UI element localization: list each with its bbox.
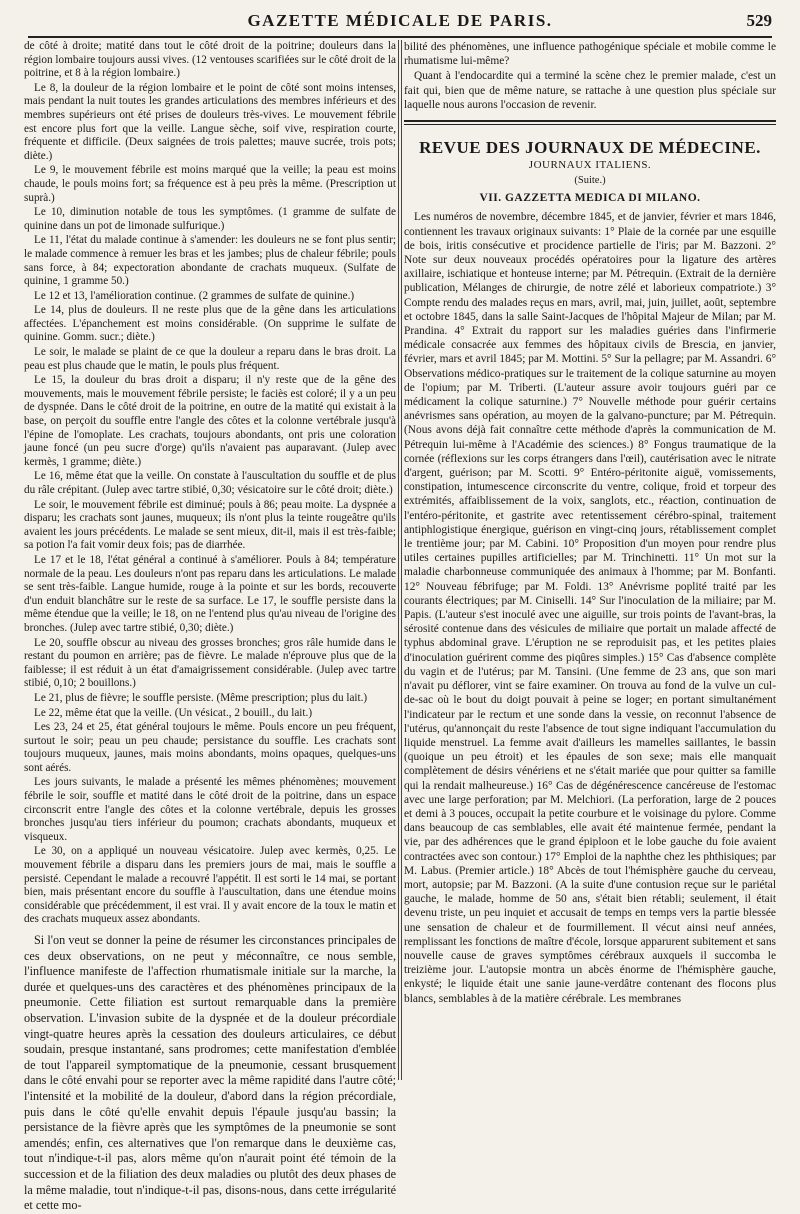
paragraph: Le soir, le mouvement fébrile est diminué; pouls à 86; peau moite. La dyspnée a disparu; les crachats sont jaunes, muqueux; ils n'ont plus la teinte rougeâtre qu'ils avaient les jours précédents. Le malade se sent mieux, dit-il, mais il est très-faible; sa potion l'a fait vomir deux fois; pas de diarrhée. <box>24 498 396 552</box>
paragraph: Le 9, le mouvement fébrile est moins marqué que la veille; la peau est moins chaude, le pouls moins fort; sa fréquence est à peu près la même. (Prescription ut suprà.) <box>24 164 396 204</box>
section-title: REVUE DES JOURNAUX DE MÉDECINE. <box>419 138 761 158</box>
column-divider <box>398 40 399 1080</box>
paragraph: Le 15, la douleur du bras droit a disparu; il n'y reste que de la gêne des mouvements, mais le mouvement fébrile persiste; le faciès est coloré; il y a un peu de dyspnée. Dans le côté droit de la poitrine, en outre de la matité qui existait à la base, on perçoit du souffle entre l'angle des côtes et la colonne vertébrale jusqu'à l'épine de l'omoplate. Les crachats, toujours abondants, ont pris une coloration jaune foncé (un peu sucre d'orge) qu'ils n'avaient pas auparavant. (Julep avec kermès, 1 gramme; diète.) <box>24 374 396 468</box>
section-rule-thick <box>404 120 776 122</box>
paragraph: Le soir, le malade se plaint de ce que la douleur a reparu dans le bras droit. La peau est plus chaude que le matin, le pouls plus fréquent. <box>24 346 396 372</box>
page-number: 529 <box>746 11 772 30</box>
journal-heading: VII. GAZZETTA MEDICA DI MILANO. <box>479 191 701 204</box>
paragraph: Le 30, on a appliqué un nouveau vésicatoire. Julep avec kermès, 0,25. Le mouvement fébrile a disparu dans les premiers jours de mai, mais le souffle a persisté. Cependant le malade a recouvré l'appétit. Il est sorti le 14 mai, se portant bien, mais présentant encore du souffle à l'auscultation, dans une étendue moins considérable que précédemment, il est vrai. Il y avait encore de la toux le matin et des crachats muqueux assez abondants. <box>24 845 396 926</box>
section-subtitle: JOURNAUX ITALIENS. <box>528 158 652 171</box>
right-column <box>404 40 776 1080</box>
paragraph: Le 11, l'état du malade continue à s'amender: les douleurs ne se font plus sentir; le malade commence à remuer les bras et les jambes; plus de chaleur fébrile; pouls sans force, à 84; expectoration abondante de crachats muqueux. (Sulfate de quinine, 1 gramme 50.) <box>24 234 396 288</box>
left-column <box>24 40 396 1213</box>
commentary-paragraph: Si l'on veut se donner la peine de résumer les circonstances principales de ces deux observations, on ne peut y méconnaître, ce nous semble, l'influence manifeste de l'affection rhumatismale initiale sur la marche, la durée et quelques-uns des caractères et des phénomènes principaux de la pneumonie. Cette filiation est surtout remarquable dans la première observation. L'invasion subite de la dyspnée et de la douleur précordiale vingt-quatre heures après la cessation des douleurs articulaires, ce début soudain, presque instantané, sans prodromes; cette manifestation d'emblée de tout l'appareil symptomatique de la pneumonie, cessant brusquement dans le côté envahi pour se reporter avec la même rapidité dans l'autre côté; l'intensité et la mobilité de la douleur, d'abord dans la région précordiale, puis dans le côté qu'elle envahit depuis l'épaule jusqu'au bassin; la persistance de la fièvre après que les symptômes de la pneumonie se sont amendés; enfin, ces alternatives que l'on remarque dans le deuxième cas, tout n'indique-t-il pas, alors même qu'on n'aurait point été témoin de la succession et de la filiation des deux maladies ou plutôt des deux phases de la même maladie, tout n'indique-t-il pas, disons-nous, dans cette irrégularité et cette mo- <box>24 933 396 1213</box>
paragraph: Le 12 et 13, l'amélioration continue. (2 grammes de sulfate de quinine.) <box>34 289 355 302</box>
paragraph: Le 8, la douleur de la région lombaire et le point de côté sont moins intenses, mais pendant la nuit toutes les grandes articulations des membres inférieurs et des membres supérieurs ont été prises de douleurs très-vives. Le mouvement fébrile est encore plus fort que la veille. Langue sèche, soif vive, respiration courte, fréquente et difficile. (Deux saignées de trois palettes; mauve sucrée, trois pots; diète.) <box>24 81 396 162</box>
section-rule-thin <box>404 124 776 125</box>
paragraph: de côté à droite; matité dans tout le côté droit de la poitrine; douleurs dans la région lombaire toujours aussi vives. (12 ventouses scarifiées sur le côté droit de la poitrine, et 8 à la région lombaire.) <box>24 40 396 80</box>
paragraph: Les numéros de novembre, décembre 1845, et de janvier, février et mars 1846, contiennent les travaux originaux suivants: 1° Plaie de la cornée par une esquille de bois, iritis consécutive et procidence partielle de l'iris; par M. Bazzoni. 2° Note sur deux nouveaux procédés opératoires pour la ligature des artères axillaire, ischiatique et honteuse interne; par M. Pétrequin. (Extrait de la dernière publication, Mélanges de chirurgie, de notre zélé et laborieux compatriote.) 3° Compte rendu des malades reçus en mars, avril, mai, juin, juillet, août, septembre et octobre 1845, dans la salle Saint-Jacques de l'hôpital Majeur de Milan; par M. Prandina. 4° Extrait du rapport sur les maladies guéries dans l'infirmerie médicale consacrée aux femmes des hôpitaux civils de Brescia, en janvier, février, mars et avril 1845; par M. Mottini. 5° Sur la pellagre; par M. Assandri. 6° Observations médico-pratiques sur le traitement de la colique saturnine au moyen de l'opium; par M. Triberti. (L'auteur assure avoir toujours guéri par ce médicament la colique saturnine.) 7° Nouvelle méthode pour guérir certains anévrismes sans opération, au moyen de la galvano-puncture; par M. Pétrequin. (Nous avons déjà fait connaître cette méthode d'après la communication de M. Pétrequin lui-même à l'Académie des sciences.) 8° Fongus traumatique de la cornée (réflexions sur les corps étrangers dans l'œil), cautérisation avec le nitrate d'argent, guérison; par M. Scotti. 9° Entéro-péritonite aiguë, vomissements, constipation, intumescence circonscrite du ventre, colique, froid et torpeur des extrémités, affaiblissement de la voix, sanglots, etc., réaction, continuation de l'entéro-péritonite, et gastrite avec retentissement cérébro-spinal, traitement antiphlogistique énergique, guérison en vingt-cinq jours, rétablissement complet le trentième jour; par M. Cabini. 10° Proposition d'un moyen pour rendre plus utiles certaines pupilles artificielles; par M. Trinchinetti. 11° Un mot sur la maladie charbonneuse communiquée des animaux à l'homme; par M. Bonfanti. 12° Nouveau fébrifuge; par M. Foldi. 13° Anévrisme poplité traité par les courants électriques; par M. Ciniselli. 14° Sur l'inoculation de la miliaire; par M. Papis. (L'auteur s'est inoculé avec une aiguille, sur trois points de l'avant-bras, la sérosité contenue dans des vésicules de miliaire que portait un malade affecté de typhus abdominal grave. L'éruption ne se reproduisit pas, et les petites plaies d'inoculation guérirent comme des piqûres simples.) 15° Cas d'absence complète du vagin et de l'utérus; par M. Tansini. (Une femme de 23 ans, que son mari n'avait pu déflorer, vint se faire examiner. On trouva au fond de la vulve un cul-de-sac où le bout du doigt pouvait à peine se loger; en portant simultanément l'indicateur par le rectum et une sonde dans la vessie, on reconnut l'absence de l'utérus, qu'annonçait du reste l'absence de tout signe indiquant l'accumulation du liquide menstruel. La femme avait d'ailleurs les mamelles saillantes, le bassin (quoique un peu étroit) et les épaules de son sexe; mais elle manquait complètement de désirs vénériens et ne s'était mariée que pour quitter sa famille qui la rendait malheureuse.) 16° Cas de dégénérescence cancéreuse de l'estomac avec une large perforation; par M. Melchiori. (La perforation, large de 2 pouces et demi à 3 pouces, occupait la petite courbure et le voisinage du pylore. Comme dans beaucoup de cas semblables, elle avait été maintenue fermée, pendant la vie, par des adhérences que le grand épiploon et le lobe gauche du foie avaient contractées avec son contour.) 17° Emploi de la naphthe chez les phthisiques; par M. Labus. (Premier article.) 18° Abcès de tout l'hémisphère gauche du cerveau, mort, autopsie; par M. Bazzoni. (A la suite d'une contusion reçue sur le pariétal gauche, le malade, homme de 50 ans, s'était bien rétabli; seulement, il était devenu triste, un peu inquiet et accusait de temps en temps vers la partie blessée une sensation de chaleur et de fourmillement. Il vécut ainsi neuf années, remplissant les fonctions de maître d'école, lorsque apparurent subitement et sans nouvelle cause de graves symptômes cérébraux auxquels il succomba le treizième jour. L'autopsie montra un abcès énorme de l'hémisphère gauche, enkysté; le liquide était une sanie jaune-verdâtre contenant des flocons plus blancs, semblables à de la matière cérébrale. Les membranes <box>404 211 776 1005</box>
paragraph: Le 14, plus de douleurs. Il ne reste plus que de la gêne dans les articulations affectées. L'épanchement est moins considérable. (On supprime le sulfate de quinine. Gomm. sucr.; diète.) <box>24 304 396 344</box>
paragraph: bilité des phénomènes, une influence pathogénique spéciale et mobile comme le rhumatisme lui-même? <box>404 41 776 68</box>
paragraph: Les jours suivants, le malade a présenté les mêmes phénomènes; mouvement fébrile le soir, souffle et matité dans le côté droit de la poitrine, dans un espace circonscrit entre l'angle des côtes et la colonne vertébrale, depuis les grosses bronches jusqu'au tiers inférieur du poumon; crachats abondants, muqueux et visqueux. <box>24 776 396 843</box>
paragraph: Le 16, même état que la veille. On constate à l'auscultation du souffle et de plus du râle crépitant. (Julep avec tartre stibié, 0,30; vésicatoire sur le côté droit; diète.) <box>24 470 396 496</box>
paragraph: Le 20, souffle obscur au niveau des grosses bronches; gros râle humide dans le restant du poumon en arrière; pas de fièvre. Le malade n'éprouve plus que de la faiblesse; il est réduit à un état d'amaigrissement considérable. (Julep avec tartre stibié, 0,10; 2 bouillons.) <box>24 636 396 690</box>
paragraph: Le 10, diminution notable de tous les symptômes. (1 gramme de sulfate de quinine dans un pot de limonade sulfurique.) <box>24 206 396 232</box>
page-header <box>28 8 772 38</box>
paragraph: Les 23, 24 et 25, état général toujours le même. Pouls encore un peu fréquent, surtout le soir; peau un peu chaude; persistance du souffle. Les crachats sont toujours muqueux, jaunes, mais moins abondants, moins opaques, quelques-uns sont aérés. <box>24 721 396 774</box>
column-divider-inner <box>401 40 402 1080</box>
paragraph: Le 17 et le 18, l'état général a continué à s'améliorer. Pouls à 84; température normale de la peau. Les douleurs n'ont pas reparu dans les articulations. Le malade se sent très-faible. Langue humide, rouge à la pointe et sur les bords, recouverte d'un enduit blanchâtre sur le reste de sa surface. Le 17, le souffle persiste dans la même étendue que la veille; le 18, on ne l'entend plus qu'au niveau de l'origine des bronches. (Julep avec tartre stibié, 0,30; diète.) <box>24 553 396 634</box>
paragraph: Quant à l'endocardite qui a terminé la scène chez le premier malade, c'est un fait qui, bien que de même nature, se rattache à une question plus spéciale sur laquelle nous aurons l'occasion de revenir. <box>404 70 776 111</box>
paragraph: Le 22, même état que la veille. (Un vésicat., 2 bouill., du lait.) <box>34 706 313 719</box>
journal-title: GAZETTE MÉDICALE DE PARIS. <box>247 11 553 30</box>
paragraph: Le 21, plus de fièvre; le souffle persiste. (Même prescription; plus du lait.) <box>34 691 368 704</box>
suite-label: (Suite.) <box>574 175 606 187</box>
